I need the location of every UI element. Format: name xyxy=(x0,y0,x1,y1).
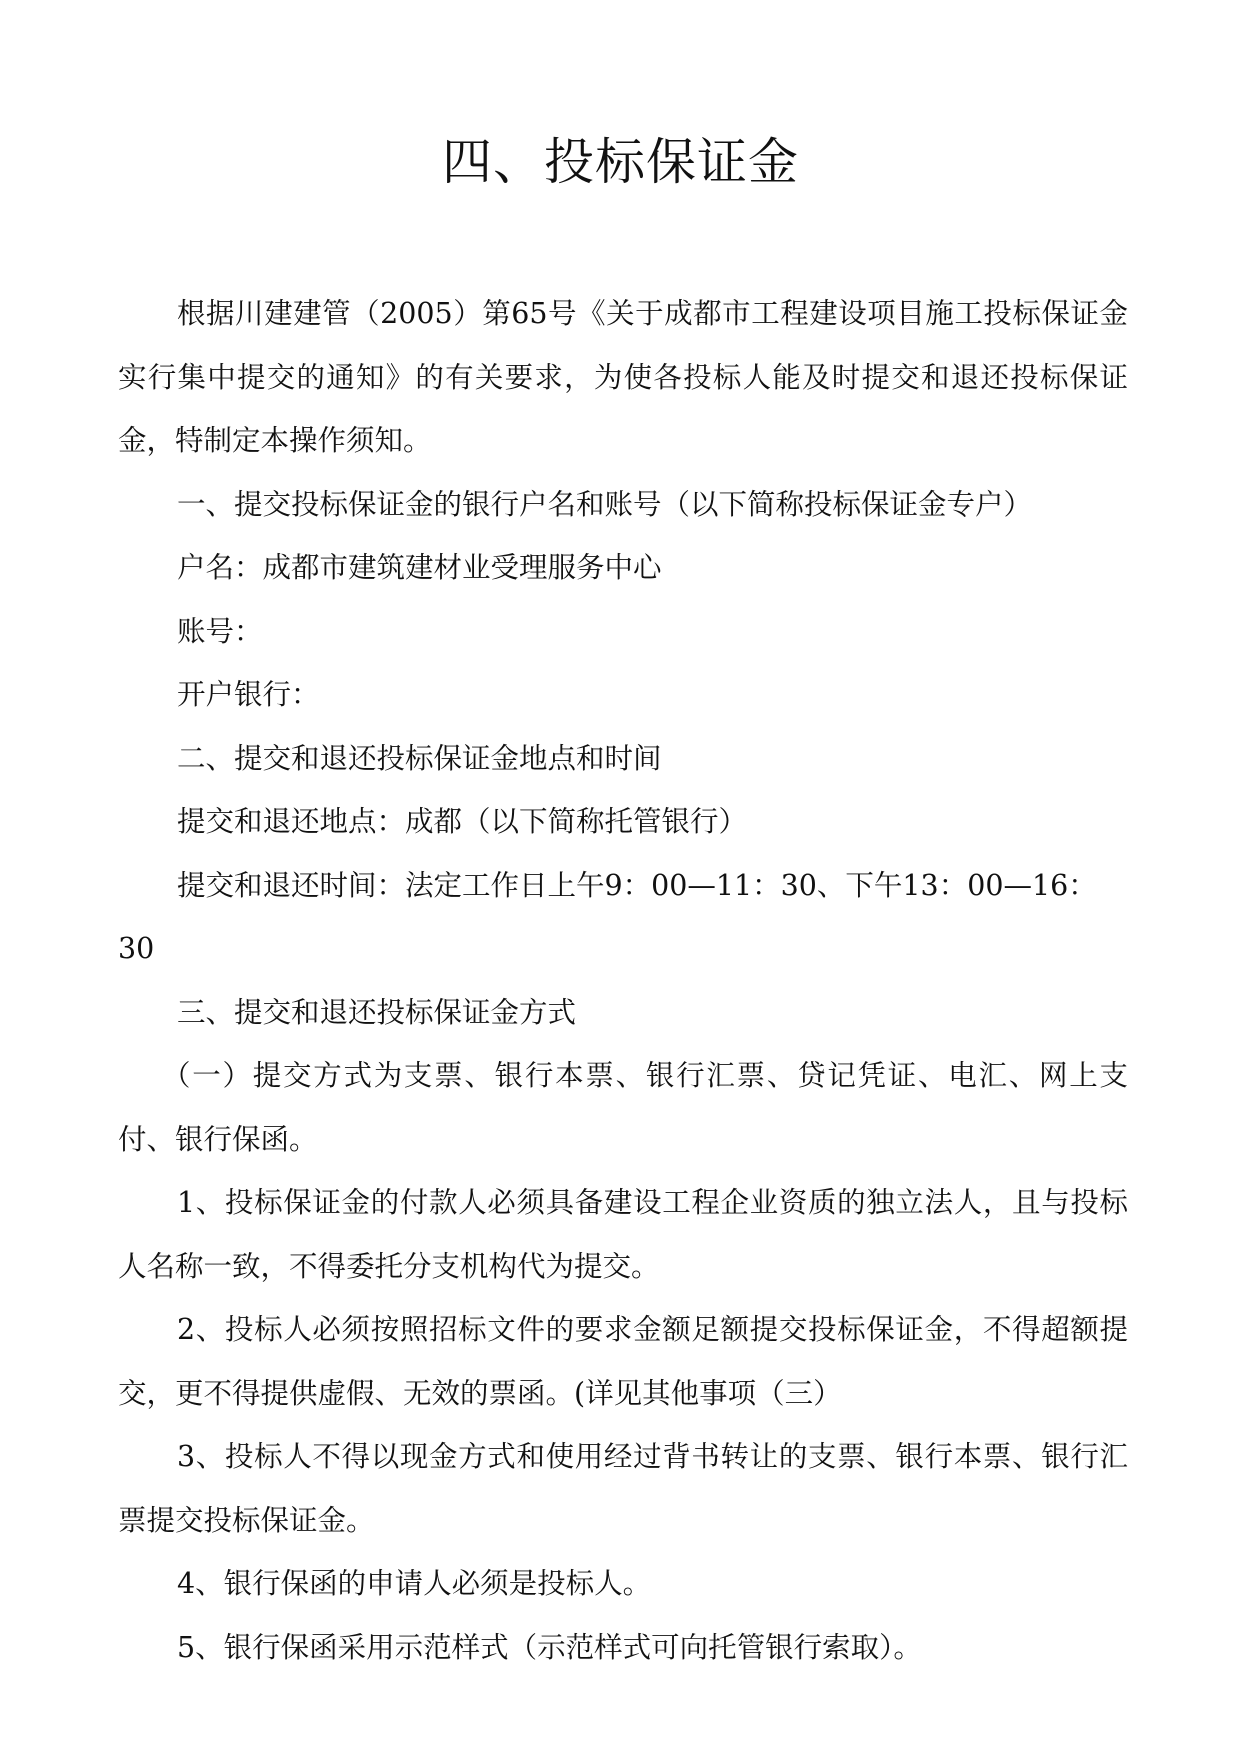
page-title: 四、投标保证金 xyxy=(442,133,799,191)
list-item-1: 1、投标保证金的付款人必须具备建设工程企业资质的独立法人，且与投标人名称一致，不得委托分支机构代为提交。 xyxy=(118,1186,1128,1283)
list-item-4: 4、银行保函的申请人必须是投标人。 xyxy=(177,1567,652,1600)
list-item-2: 2、投标人必须按照招标文件的要求金额足额提交投标保证金，不得超额提交，更不得提供虚假、无效的票函。(详见其他事项（三） xyxy=(118,1313,1128,1410)
document-body xyxy=(118,282,1128,1679)
section-heading-method: 三、提交和退还投标保证金方式 xyxy=(177,995,577,1029)
account-bank: 开户银行： xyxy=(177,678,320,711)
section-heading-account: 一、提交投标保证金的银行户名和账号（以下简称投标保证金专户） xyxy=(177,487,1033,521)
list-item-5: 5、银行保函采用示范样式（示范样式可向托管银行索取）。 xyxy=(177,1630,922,1664)
account-number: 账号： xyxy=(177,614,263,648)
list-item-3: 3、投标人不得以现金方式和使用经过背书转让的支票、银行本票、银行汇票提交投标保证金。 xyxy=(118,1440,1128,1537)
submission-time: 提交和退还时间：法定工作日上午9：00—11：30、下午13：00—16：30 xyxy=(118,868,1097,965)
paragraph-intro: 根据川建建管（2005）第65号《关于成都市工程建设项目施工投标保证金实行集中提交的通知》的有关要求，为使各投标人能及时提交和退还投标保证金，特制定本操作须知。 xyxy=(118,297,1128,457)
submission-place: 提交和退还地点：成都（以下简称托管银行） xyxy=(177,805,748,838)
paragraph-method-1: （一）提交方式为支票、银行本票、银行汇票、贷记凭证、电汇、网上支付、银行保函。 xyxy=(118,1059,1128,1156)
section-heading-place-time: 二、提交和退还投标保证金地点和时间 xyxy=(177,741,662,775)
account-name: 户名：成都市建筑建材业受理服务中心 xyxy=(177,551,662,584)
